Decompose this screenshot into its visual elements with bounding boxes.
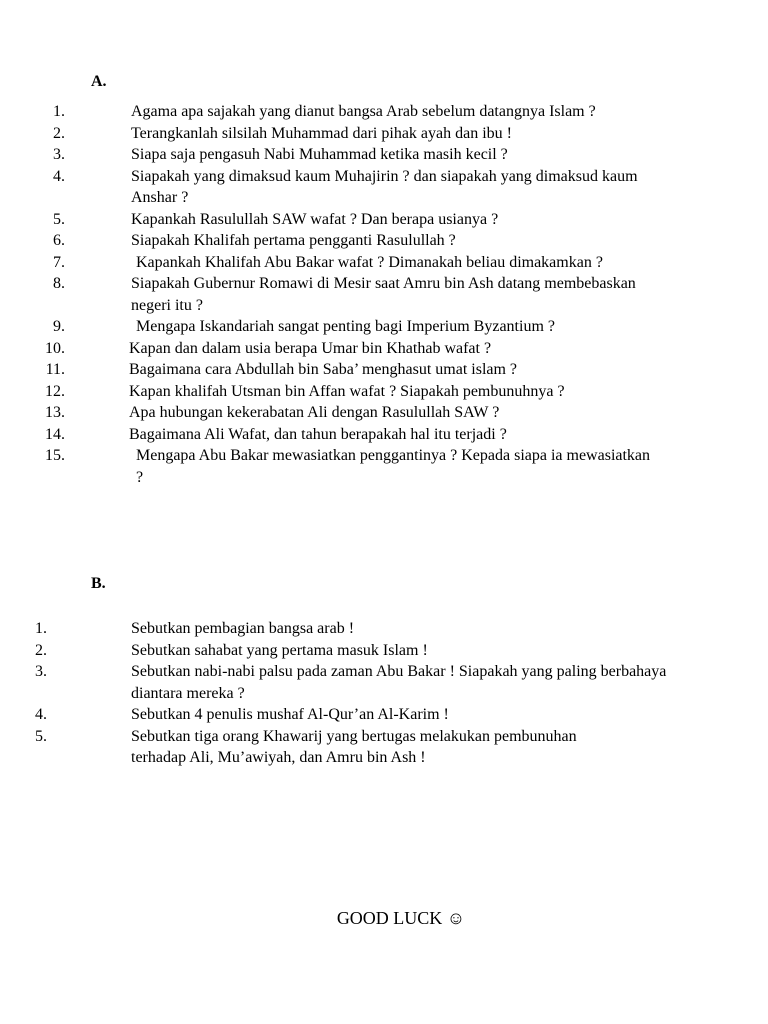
question-item bbox=[0, 359, 709, 381]
question-text: Kapan khalifah Utsman bin Affan wafat ? Siapakah pembunuhnya ? bbox=[129, 382, 565, 400]
question-number: 13. bbox=[45, 404, 65, 421]
section-a-heading: A. bbox=[91, 73, 107, 90]
question-text: Agama apa sajakah yang dianut bangsa Arab sebelum datangnya Islam ? bbox=[131, 103, 596, 120]
question-item bbox=[0, 445, 709, 488]
question-item bbox=[0, 381, 709, 403]
question-text: Mengapa Abu Bakar mewasiatkan penggantinya ? Kepada siapa ia mewasiatkan ? bbox=[136, 447, 651, 486]
question-number: 2. bbox=[35, 641, 47, 659]
question-number: 15. bbox=[45, 447, 65, 464]
question-item bbox=[0, 316, 709, 338]
question-text: Kapankah Rasulullah SAW wafat ? Dan berapa usianya ? bbox=[131, 210, 499, 228]
good-luck-closing: GOOD LUCK ☺ bbox=[336, 908, 466, 928]
question-number: 3. bbox=[35, 663, 47, 680]
section-b-heading: B. bbox=[91, 575, 106, 592]
question-item bbox=[0, 726, 691, 769]
question-item bbox=[0, 209, 709, 231]
question-text: Siapakah Gubernur Romawi di Mesir saat Amru bin Ash datang membebaskan negeri itu ? bbox=[131, 275, 636, 314]
question-text: Sebutkan 4 penulis mushaf Al-Qur’an Al-Karim ! bbox=[131, 706, 449, 723]
question-item bbox=[0, 273, 709, 316]
question-item bbox=[0, 402, 709, 424]
question-item bbox=[0, 661, 691, 704]
question-number: 11. bbox=[45, 361, 65, 378]
question-item bbox=[0, 101, 709, 123]
question-item bbox=[0, 230, 709, 252]
question-text: Kapan dan dalam usia berapa Umar bin Khathab wafat ? bbox=[129, 339, 492, 357]
question-number: 5. bbox=[53, 210, 65, 228]
question-text: Bagaimana Ali Wafat, dan tahun berapakah hal itu terjadi ? bbox=[129, 425, 507, 443]
question-text: Mengapa Iskandariah sangat penting bagi Imperium Byzantium ? bbox=[136, 318, 555, 335]
question-item bbox=[0, 618, 691, 640]
section-a-question-list bbox=[0, 101, 709, 488]
question-number: 9. bbox=[53, 318, 65, 335]
question-text: Sebutkan sahabat yang pertama masuk Islam ! bbox=[131, 641, 428, 659]
question-text: Kapankah Khalifah Abu Bakar wafat ? Dimanakah beliau dimakamkan ? bbox=[136, 253, 603, 271]
question-number: 10. bbox=[45, 339, 65, 357]
question-number: 1. bbox=[53, 103, 65, 120]
question-text: Bagaimana cara Abdullah bin Saba’ menghasut umat islam ? bbox=[129, 361, 518, 378]
question-number: 6. bbox=[53, 232, 65, 249]
question-item bbox=[0, 123, 709, 145]
question-number: 4. bbox=[35, 706, 47, 723]
question-text: Terangkanlah silsilah Muhammad dari pihak ayah dan ibu ! bbox=[131, 124, 512, 142]
question-number: 4. bbox=[53, 167, 65, 185]
question-item bbox=[0, 166, 709, 209]
question-number: 2. bbox=[53, 124, 65, 142]
section-b-question-list bbox=[0, 618, 691, 769]
question-item bbox=[0, 704, 691, 726]
question-text: Siapa saja pengasuh Nabi Muhammad ketika masih kecil ? bbox=[131, 146, 508, 163]
question-number: 5. bbox=[35, 727, 47, 745]
question-text: Apa hubungan kekerabatan Ali dengan Rasulullah SAW ? bbox=[129, 404, 500, 421]
question-number: 8. bbox=[53, 275, 65, 292]
question-text: Sebutkan pembagian bangsa arab ! bbox=[131, 620, 355, 637]
question-text: Sebutkan tiga orang Khawarij yang bertugas melakukan pembunuhan terhadap Ali, Mu’awiyah, dan Amru bin Ash ! bbox=[131, 727, 577, 766]
question-item bbox=[0, 640, 691, 662]
question-text: Sebutkan nabi-nabi palsu pada zaman Abu Bakar ! Siapakah yang paling berbahaya diantara mereka ? bbox=[131, 663, 667, 702]
question-item bbox=[0, 144, 709, 166]
question-number: 1. bbox=[35, 620, 47, 637]
question-item bbox=[0, 252, 709, 274]
question-item bbox=[0, 338, 709, 360]
question-number: 12. bbox=[45, 382, 65, 400]
question-number: 14. bbox=[45, 425, 65, 443]
question-number: 3. bbox=[53, 146, 65, 163]
question-number: 7. bbox=[53, 253, 65, 271]
question-text: Siapakah yang dimaksud kaum Muhajirin ? dan siapakah yang dimaksud kaum Anshar ? bbox=[131, 167, 638, 206]
question-item bbox=[0, 424, 709, 446]
question-text: Siapakah Khalifah pertama pengganti Rasulullah ? bbox=[131, 232, 456, 249]
